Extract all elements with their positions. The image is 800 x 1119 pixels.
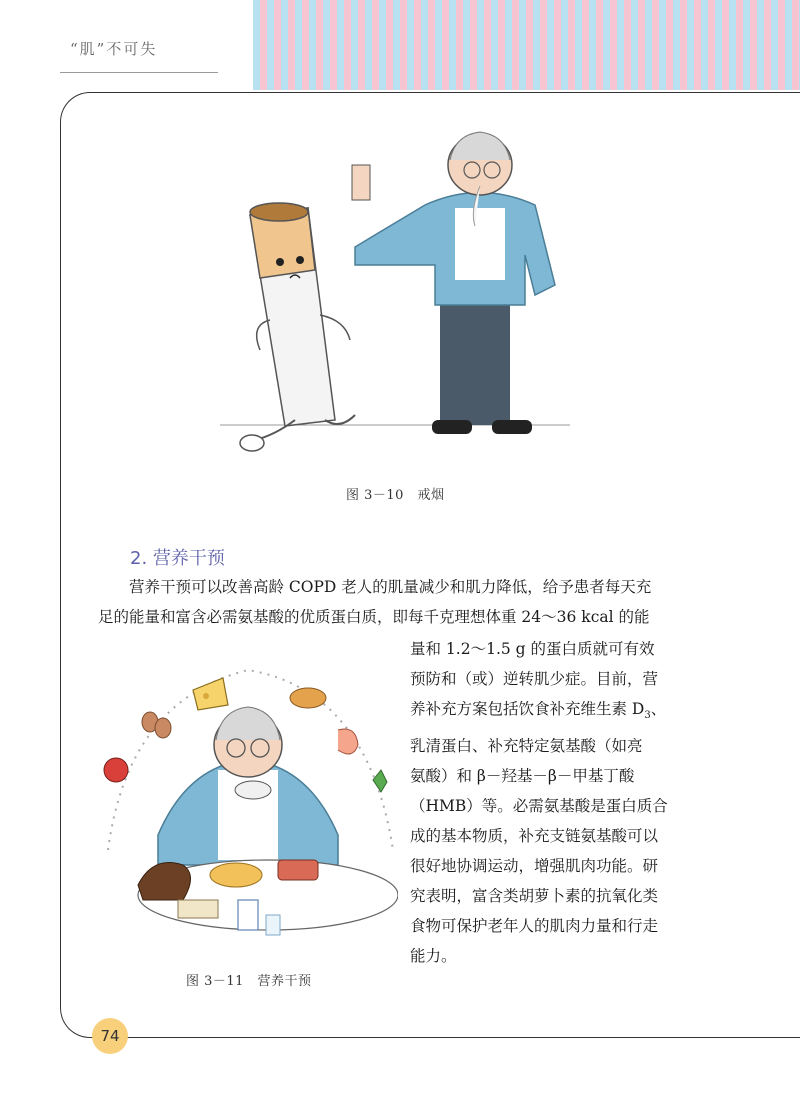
paragraph-line: 乳清蛋白、补充特定氨基酸（如亮 <box>410 737 643 756</box>
section-heading: 2. 营养干预 <box>130 548 225 569</box>
figure-caption-smoking: 图 3－10 戒烟 <box>346 488 445 503</box>
paragraph-side <box>410 634 700 971</box>
page-number: 74 <box>92 1018 128 1054</box>
cigarette-character <box>240 203 355 451</box>
header-rule <box>60 72 218 73</box>
paragraph-line: 营养干预可以改善高龄 COPD 老人的肌量减少和肌力降低，给予患者每天充 <box>129 578 652 596</box>
paragraph-line: 量和 1.2～1.5 g 的蛋白质就可有效 <box>410 640 655 658</box>
paragraph-line: 成的基本物质，补充支链氨基酸可以 <box>410 827 659 846</box>
paragraph-line: 能力。 <box>410 947 457 966</box>
figure-caption-nutrition: 图 3－11 营养干预 <box>186 974 312 989</box>
food-table <box>138 860 398 935</box>
paragraph-line: 足的能量和富含必需氨基酸的优质蛋白质，即每千克理想体重 24～36 kcal 的能 <box>98 608 650 626</box>
paragraph-line: （HMB）等。必需氨基酸是蛋白质合 <box>410 797 668 816</box>
paragraph-line: 氨酸）和 β－羟基－β－甲基丁酸 <box>410 767 635 786</box>
paragraph-line: 很好地协调运动，增强肌肉功能。研 <box>410 857 659 876</box>
paragraph-line: 预防和（或）逆转肌少症。目前，营 <box>410 670 659 688</box>
old-man-character <box>352 132 555 434</box>
vitamin-suffix: 、 <box>650 700 667 718</box>
old-man-eating <box>158 707 338 865</box>
paragraph-line: 食物可保护老年人的肌肉力量和行走 <box>410 917 659 936</box>
header-title: “肌”不可失 <box>70 40 158 58</box>
header-stripes <box>253 0 800 90</box>
paragraph-line <box>410 694 700 731</box>
paragraph-line: 究表明，富含类胡萝卜素的抗氧化类 <box>410 887 659 906</box>
paragraph-line-text: 养补充方案包括饮食补充维生素 D <box>410 700 645 718</box>
vitamin-subscript: 3 <box>644 710 651 722</box>
smoking-illustration <box>210 120 580 470</box>
nutrition-illustration <box>98 660 398 950</box>
paragraph-intro <box>98 572 698 632</box>
